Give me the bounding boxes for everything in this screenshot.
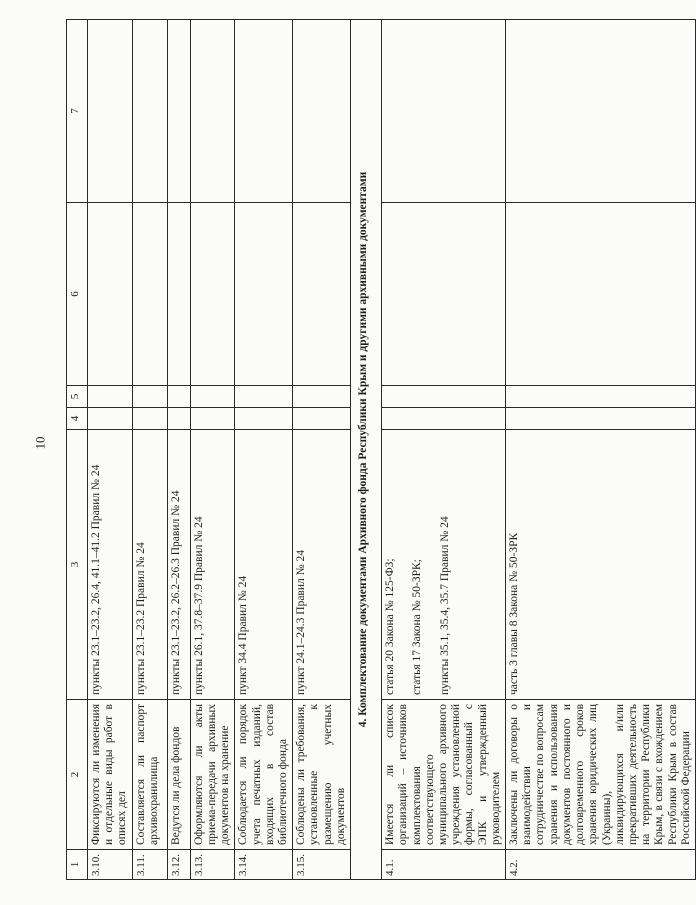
- column-header-7: 7: [67, 20, 88, 203]
- legal-basis: пункты 23.1–23.2, 26.4, 41.1–41.2 Правил № 24: [88, 430, 133, 700]
- item-number: 3.10.: [88, 850, 133, 880]
- item-number: 3.11.: [132, 850, 167, 880]
- notes-cell: [132, 20, 167, 203]
- table-row: [167, 20, 190, 880]
- notes-cell: [293, 20, 351, 203]
- answer-yes-cell: [132, 408, 167, 430]
- table-row: [382, 20, 506, 880]
- page-number: 10: [32, 436, 48, 450]
- legal-basis: пункты 23.1–23.2 Правил № 24: [132, 430, 167, 700]
- question-text: Соблюдается ли порядок учета печатных изданий, входящих в состав библиотечного фонда: [235, 700, 293, 850]
- answer-yes-cell: [167, 408, 190, 430]
- table-row: [88, 20, 133, 880]
- answer-na-cell: [132, 203, 167, 386]
- answer-no-cell: [293, 386, 351, 408]
- notes-cell: [88, 20, 133, 203]
- answer-yes-cell: [88, 408, 133, 430]
- notes-cell: [235, 20, 293, 203]
- answer-na-cell: [382, 203, 506, 386]
- column-header-2: 2: [67, 700, 88, 850]
- answer-no-cell: [382, 386, 506, 408]
- answer-na-cell: [293, 203, 351, 386]
- answer-na-cell: [88, 203, 133, 386]
- answer-yes-cell: [382, 408, 506, 430]
- legal-basis-line: статья 17 Закона № 50-ЗРК;: [411, 559, 424, 695]
- notes-cell: [190, 20, 235, 203]
- question-text: Фиксируются ли изменения и отдельные виды работ в описях дел: [88, 700, 133, 850]
- legal-basis-line: пункты 35.1, 35.4, 35.7 Правил № 24: [438, 516, 451, 695]
- rotated-checklist-sheet: [66, 20, 692, 880]
- notes-cell: [167, 20, 190, 203]
- section-header-row: [351, 20, 382, 880]
- question-text: Соблюдены ли требования, установленные к размещению учетных документов: [293, 700, 351, 850]
- question-text: Имеется ли список организаций – источников комплектования соответствующего муниципального архивного учреждения установленной формы, согласованный с ЭПК и утвержденный руководителем: [382, 700, 506, 850]
- column-header-6: 6: [67, 203, 88, 386]
- legal-basis: пункты 26.1, 37.8–37.9 Правил № 24: [190, 430, 235, 700]
- answer-na-cell: [235, 203, 293, 386]
- legal-basis: [382, 430, 506, 700]
- answer-no-cell: [132, 386, 167, 408]
- legal-basis: пункт 24.1–24.3 Правил № 24: [293, 430, 351, 700]
- answer-na-cell: [506, 203, 696, 386]
- answer-no-cell: [235, 386, 293, 408]
- column-header-4: 4: [67, 408, 88, 430]
- notes-cell: [506, 20, 696, 203]
- question-text: Ведутся ли дела фондов: [167, 700, 190, 850]
- section-4-title: 4. Комплектование документами Архивного фонда Республики Крым и другими архивными документами: [351, 20, 382, 880]
- item-number: 3.13.: [190, 850, 235, 880]
- legal-basis: пункт 34.4 Правил № 24: [235, 430, 293, 700]
- answer-no-cell: [190, 386, 235, 408]
- answer-yes-cell: [506, 408, 696, 430]
- answer-yes-cell: [235, 408, 293, 430]
- answer-yes-cell: [190, 408, 235, 430]
- question-text: Оформляются ли акты приема-передачи архивных документов на хранение: [190, 700, 235, 850]
- column-header-5: 5: [67, 386, 88, 408]
- table-row: [132, 20, 167, 880]
- item-number: 3.12.: [167, 850, 190, 880]
- notes-cell: [382, 20, 506, 203]
- table-row: [235, 20, 293, 880]
- item-number: 3.15.: [293, 850, 351, 880]
- question-text: Составляется ли паспорт архивохранилища: [132, 700, 167, 850]
- legal-basis: пункты 23.1–23.2, 26.2–26.3 Правил № 24: [167, 430, 190, 700]
- table-row: [190, 20, 235, 880]
- answer-na-cell: [190, 203, 235, 386]
- table-row: [293, 20, 351, 880]
- answer-yes-cell: [293, 408, 351, 430]
- column-header-3: 3: [67, 430, 88, 700]
- item-number: 3.14.: [235, 850, 293, 880]
- column-header-1: 1: [67, 850, 88, 880]
- item-number: 4.1.: [382, 850, 506, 880]
- answer-na-cell: [167, 203, 190, 386]
- item-number: 4.2.: [506, 850, 696, 880]
- legal-basis: часть 3 главы 8 Закона № 50-ЗРК: [506, 430, 696, 700]
- column-number-header-row: [67, 20, 88, 880]
- answer-no-cell: [167, 386, 190, 408]
- question-text: Заключены ли договоры о взаимодействии и сотрудничестве по вопросам хранения и использования документов постоянного и долговременного сроков хранения юридических лиц (Украины), ликвидирующихся и/или прекративших деятельность на территории Республики Крым, в связи с вхождением Республики Крым в состав Российской Федерации: [506, 700, 696, 850]
- legal-basis-line: статья 20 Закона № 125-ФЗ;: [384, 558, 397, 695]
- answer-no-cell: [506, 386, 696, 408]
- table-row: [506, 20, 696, 880]
- answer-no-cell: [88, 386, 133, 408]
- checklist-table: [66, 19, 696, 880]
